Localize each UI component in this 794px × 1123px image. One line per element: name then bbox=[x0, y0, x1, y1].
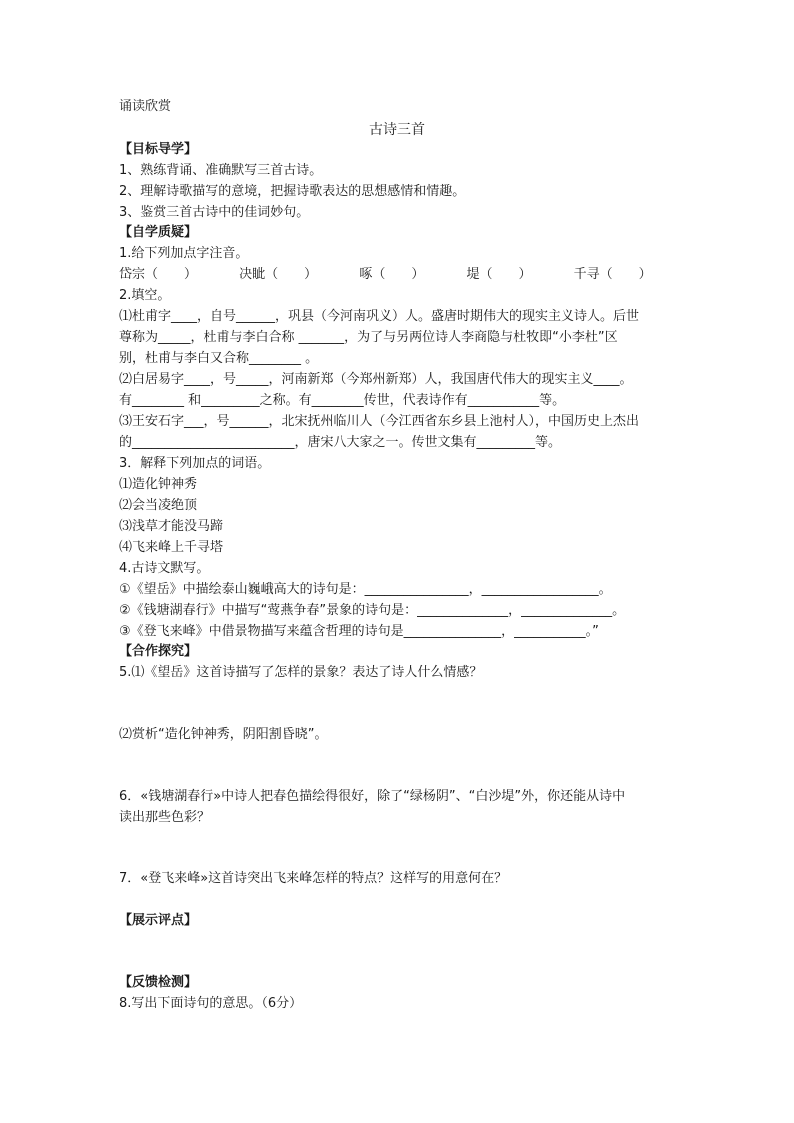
goals-heading: 【目标导学】 bbox=[119, 142, 198, 157]
goal-item: 3、鉴赏三首古诗中的佳词妙句。 bbox=[119, 205, 310, 220]
q1-label: 1.给下列加点字注音。 bbox=[119, 246, 249, 261]
pinyin-item: 堤（ ） bbox=[466, 267, 532, 282]
q8-question: 8.写出下面诗句的意思。（6分） bbox=[119, 996, 303, 1011]
pinyin-item: 决眦（ ） bbox=[239, 267, 318, 282]
q6-line: 6．«钱塘湖春行»中诗人把春色描绘得很好，除了“绿杨阴”、“白沙堤”外，你还能从诗中 bbox=[119, 789, 626, 804]
pinyin-item: 岱宗（ ） bbox=[119, 267, 198, 282]
self-study-heading: 【自学质疑】 bbox=[119, 225, 198, 240]
q4-item: ③《登飞来峰》中借景物描写来蕴含哲理的诗句是_______________，___________。” bbox=[119, 624, 599, 639]
goal-item: 2、理解诗歌描写的意境，把握诗歌表达的思想感情和情趣。 bbox=[119, 184, 466, 199]
q6-line: 读出那些色彩？ bbox=[119, 810, 211, 825]
cooperation-heading: 【合作探究】 bbox=[119, 644, 198, 659]
q4-item: ①《望岳》中描绘泰山巍峨高大的诗句是：________________，__________________。 bbox=[119, 582, 612, 597]
category-label: 诵读欣赏 bbox=[119, 99, 172, 114]
q3-item: ⑶浅草才能没马蹄 bbox=[119, 519, 224, 534]
q2-line: ⑶王安石字___，号______，北宋抚州临川人（今江西省东乡县上池村人），中国历史上杰出 bbox=[119, 414, 640, 429]
display-heading: 【展示评点】 bbox=[119, 913, 198, 928]
q7-question: 7．«登飞来峰»这首诗突出飞来峰怎样的特点？这样写的用意何在？ bbox=[119, 871, 508, 886]
feedback-heading: 【反馈检测】 bbox=[119, 975, 198, 990]
q5-part1: 5.⑴《望岳》这首诗描写了怎样的景象？表达了诗人什么情感？ bbox=[119, 665, 483, 680]
q3-item: ⑵会当凌绝顶 bbox=[119, 498, 198, 513]
q2-line: 别，杜甫与李白又合称________ 。 bbox=[119, 351, 319, 366]
q2-line: ⑵白居易字____，号_____，河南新郑（今郑州新郑）人，我国唐代伟大的现实主义____。 bbox=[119, 372, 633, 387]
q4-label: 4.古诗文默写。 bbox=[119, 561, 210, 576]
q1-pinyin-row bbox=[119, 266, 652, 284]
q2-line: 尊称为_____，杜甫与李白合称 _______，为了与另两位诗人李商隐与杜牧即“小李杜”区 bbox=[119, 330, 618, 345]
pinyin-item: 啄（ ） bbox=[359, 267, 425, 282]
q2-line: 有________ 和_________之称。有________传世，代表诗作有___________等。 bbox=[119, 393, 566, 408]
pinyin-item: 千寻（ ） bbox=[573, 267, 652, 282]
q4-item: ②《钱塘湖春行》中描写“莺燕争春”景象的诗句是：______________，______________。 bbox=[119, 603, 626, 618]
q3-item: ⑴造化钟神秀 bbox=[119, 477, 198, 492]
q3-item: ⑷飞来峰上千寻塔 bbox=[119, 540, 224, 555]
q5-part2: ⑵赏析“造化钟神秀，阴阳割昏晓”。 bbox=[119, 727, 328, 742]
goal-item: 1、熟练背诵、准确默写三首古诗。 bbox=[119, 163, 323, 178]
q2-label: 2.填空。 bbox=[119, 288, 171, 303]
q2-line: 的_________________________，唐宋八大家之一。传世文集有_________等。 bbox=[119, 435, 562, 450]
q3-label: 3．解释下列加点的词语。 bbox=[119, 456, 271, 471]
page-title: 古诗三首 bbox=[369, 122, 425, 138]
q2-line: ⑴杜甫字____，自号______，巩县（今河南巩义）人。盛唐时期伟大的现实主义诗人。后世 bbox=[119, 309, 640, 324]
